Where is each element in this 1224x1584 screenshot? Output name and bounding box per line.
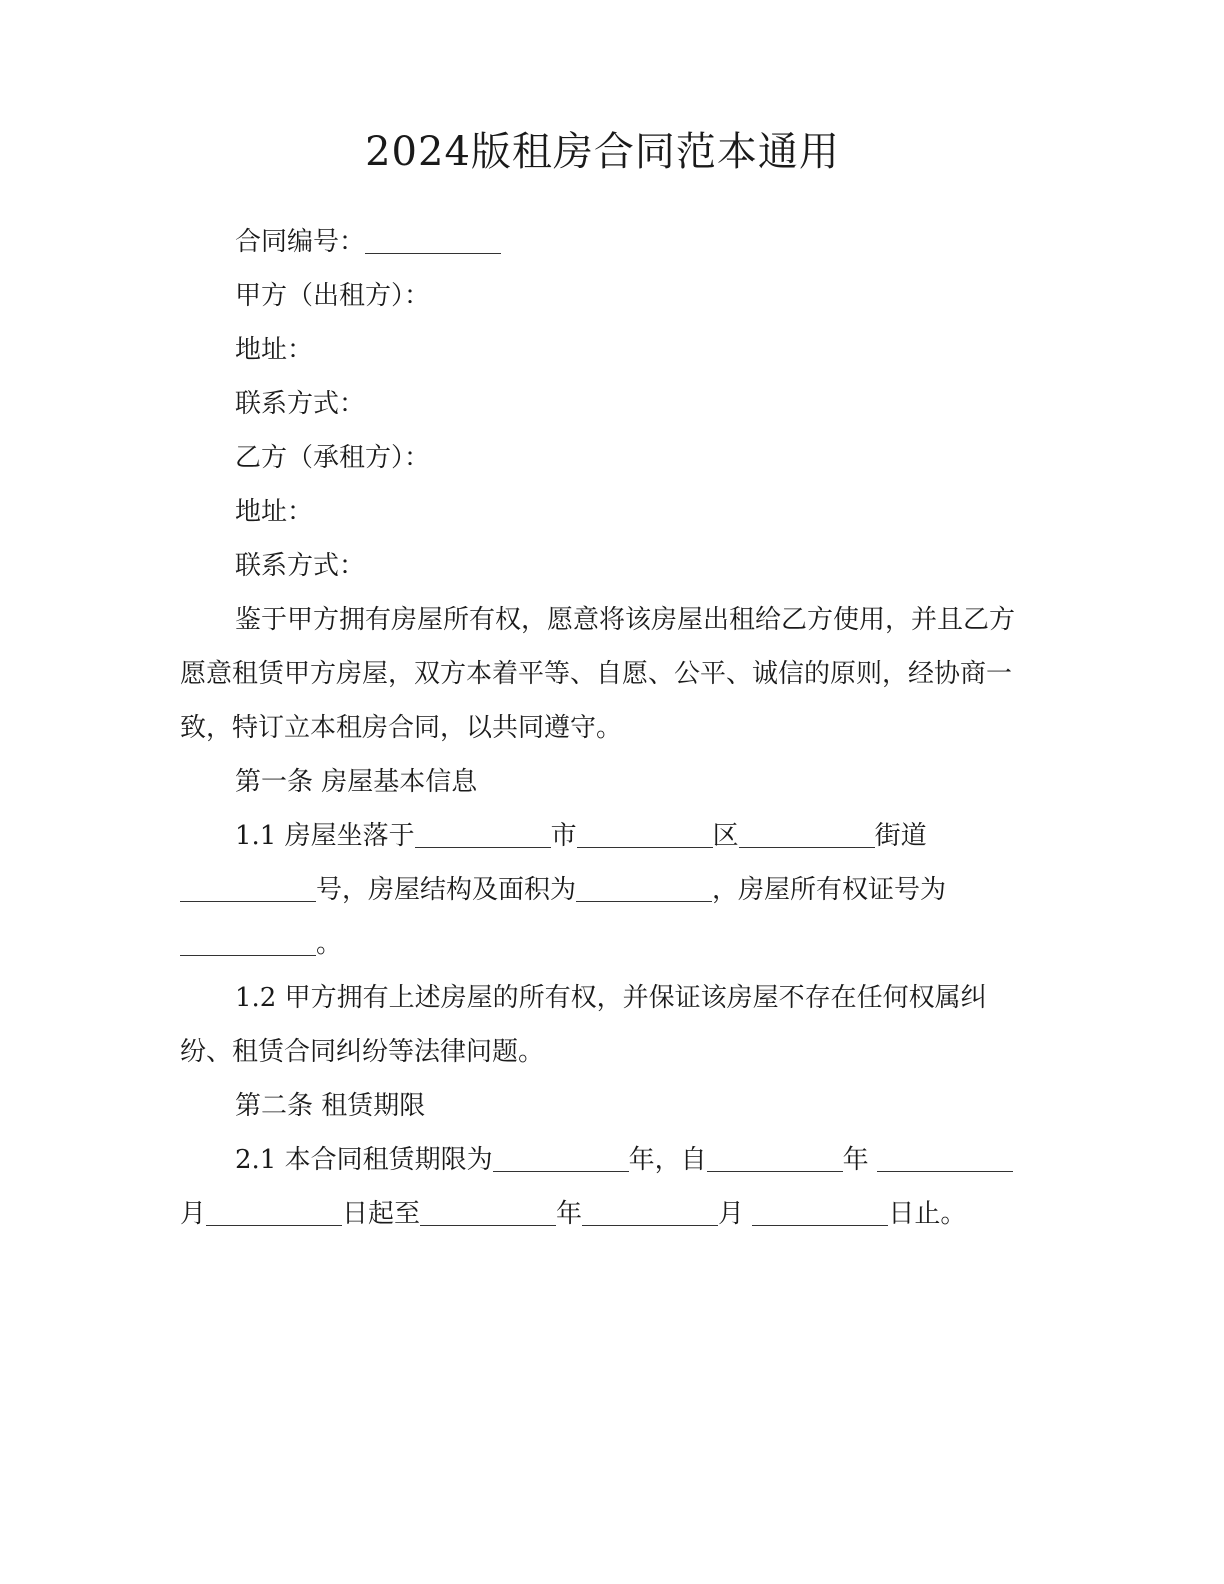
preamble-paragraph: 鉴于甲方拥有房屋所有权，愿意将该房屋出租给乙方使用，并且乙方愿意租赁甲方房屋，双方本着平等、自愿、公平、诚信的原则，经协商一致，特订立本租房合同，以共同遵守。 <box>180 605 1016 743</box>
clause-1-1-end: 。 <box>316 929 343 959</box>
clause-2-1-prefix: 2.1 本合同租赁期限为 <box>235 1145 493 1175</box>
end-day-label: 日止。 <box>888 1199 967 1229</box>
start-month-label: 月 <box>180 1199 207 1229</box>
end-month-label: 月 <box>718 1199 745 1229</box>
party-a-contact-label: 联系方式： <box>235 389 366 419</box>
district-label: 区 <box>712 821 739 851</box>
party-b-address-label: 地址： <box>235 497 314 527</box>
certificate-blank <box>180 925 316 956</box>
city-label: 市 <box>550 821 577 851</box>
contract-number-line <box>180 215 1015 269</box>
document-body <box>180 215 1015 1241</box>
document-title: 2024版租房合同范本通用 <box>365 129 840 175</box>
party-a-label: 甲方（出租方）： <box>235 281 431 311</box>
city-blank <box>415 817 551 848</box>
structure-area-blank <box>576 871 712 902</box>
street-blank <box>739 817 875 848</box>
clause-2-1 <box>180 1133 1015 1241</box>
contract-number-label: 合同编号： <box>235 227 366 257</box>
district-blank <box>577 817 713 848</box>
article-2-heading: 第二条 租赁期限 <box>235 1091 426 1121</box>
years-from-label: 年，自 <box>628 1145 707 1175</box>
start-month-blank <box>877 1141 1013 1172</box>
clause-1-2: 1.2 甲方拥有上述房屋的所有权，并保证该房屋不存在任何权属纠纷、租赁合同纠纷等法律问题。 <box>180 983 987 1067</box>
certificate-label: ，房屋所有权证号为 <box>712 875 947 905</box>
house-number-label: 号，房屋结构及面积为 <box>316 875 577 905</box>
clause-1-1 <box>180 809 1015 971</box>
end-day-blank <box>752 1195 888 1226</box>
start-day-blank <box>206 1195 342 1226</box>
article-1-heading: 第一条 房屋基本信息 <box>235 767 478 797</box>
start-day-label: 日起至 <box>342 1199 421 1229</box>
party-a-address-label: 地址： <box>235 335 314 365</box>
contract-number-blank <box>365 223 501 254</box>
end-year-blank <box>420 1195 556 1226</box>
end-year-label: 年 <box>556 1199 583 1229</box>
house-number-blank <box>180 871 316 902</box>
clause-1-1-prefix: 1.1 房屋坐落于 <box>235 821 415 851</box>
party-b-contact-label: 联系方式： <box>235 551 366 581</box>
start-year-label: 年 <box>842 1145 869 1175</box>
end-month-blank <box>582 1195 718 1226</box>
street-label: 街道 <box>874 821 927 851</box>
party-b-label: 乙方（承租方）： <box>235 443 431 473</box>
start-year-blank <box>707 1141 843 1172</box>
lease-years-blank <box>493 1141 629 1172</box>
